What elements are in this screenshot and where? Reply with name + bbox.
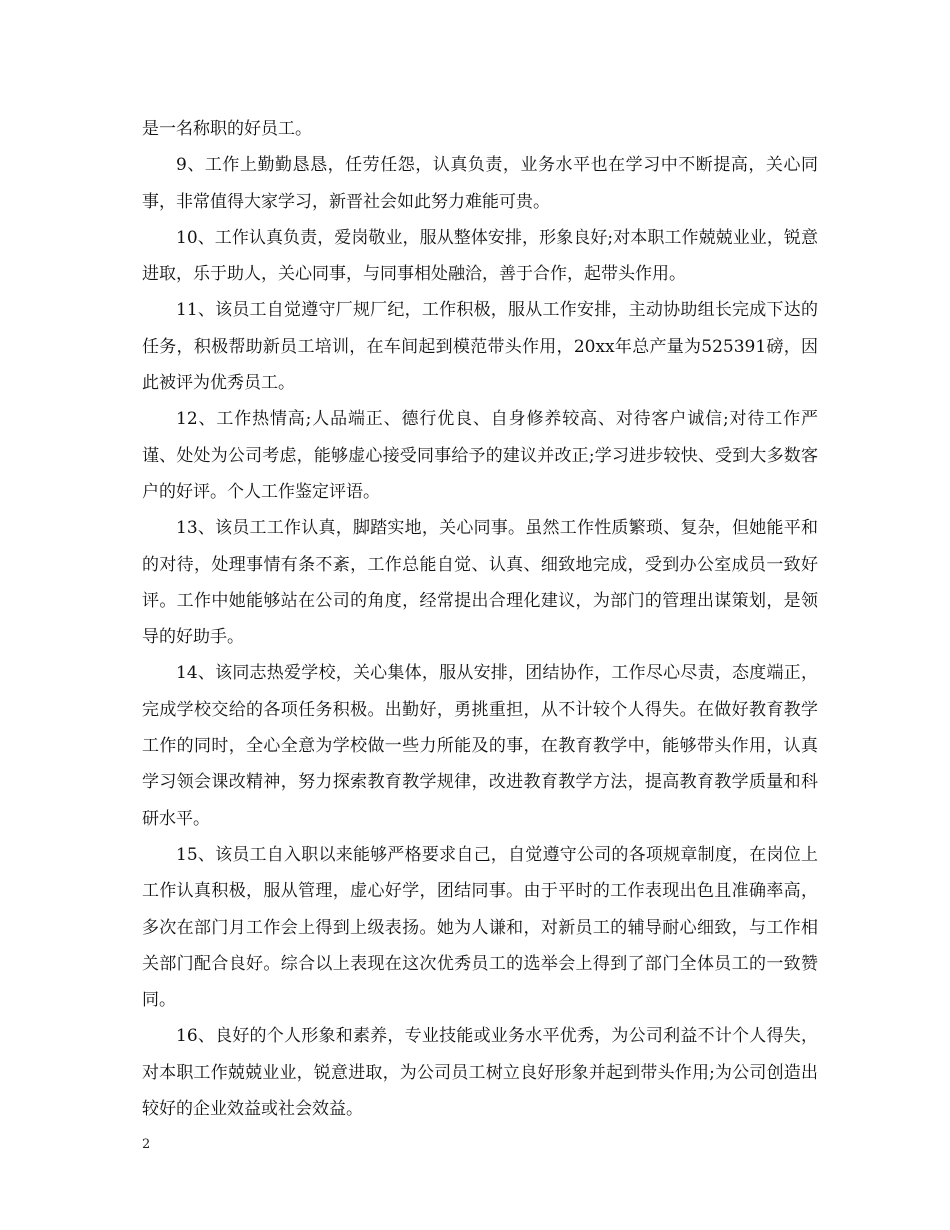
paragraph-item-14: 14、该同志热爱学校，关心集体，服从安排，团结协作，工作尽心尽责，态度端正，完成学校交给的各项任务积极。出勤好，勇挑重担，从不计较个人得失。在做好教育教学工作的同时，全心全意为学校做一些力所能及的事，在教育教学中，能够带头作用，认真学习领会课改精神，努力探索教育教学规律，改进教育教学方法，提高教育教学质量和科研水平。 [142,663,818,829]
paragraph-item-11: 11、该员工自觉遵守厂规厂纪，工作积极，服从工作安排，主动协助组长完成下达的任务，积极帮助新员工培训，在车间起到模范带头作用，20xx年总产量为525391磅，因此被评为优秀员工。 [142,300,818,394]
page-number: 2 [142,1137,151,1152]
paragraph-item-10: 10、工作认真负责，爱岗敬业，服从整体安排，形象良好;对本职工作兢兢业业，锐意进取，乐于助人，关心同事，与同事相处融洽，善于合作，起带头作用。 [142,227,818,285]
paragraph-item-13: 13、该员工工作认真，脚踏实地，关心同事。虽然工作性质繁琐、复杂，但她能平和的对待，处理事情有条不紊，工作总能自觉、认真、细致地完成，受到办公室成员一致好评。工作中她能够站在公司的角度，经常提出合理化建议，为部门的管理出谋策划，是领导的好助手。 [142,518,818,648]
paragraph-item-12: 12、工作热情高;人品端正、德行优良、自身修养较高、对待客户诚信;对待工作严谨、处处为公司考虑，能够虚心接受同事给予的建议并改正;学习进步较快、受到大多数客户的好评。个人工作鉴定评语。 [142,409,818,502]
paragraph-item-15: 15、该员工自入职以来能够严格要求自己，自觉遵守公司的各项规章制度，在岗位上工作认真积极，服从管理，虚心好学，团结同事。由于平时的工作表现出色且准确率高，多次在部门月工作会上得到上级表扬。她为人谦和，对新员工的辅导耐心细致，与工作相关部门配合良好。综合以上表现在这次优秀员工的选举会上得到了部门全体员工的一致赞同。 [142,844,818,1011]
paragraph-continuation: 是一名称职的好员工。 [142,119,312,139]
paragraph-item-16: 16、良好的个人形象和素养，专业技能或业务水平优秀，为公司利益不计个人得失，对本职工作兢兢业业，锐意进取，为公司员工树立良好形象并起到带头作用;为公司创造出较好的企业效益或社会效益。 [142,1026,818,1120]
paragraph-item-9: 9、工作上勤勤恳恳，任劳任怨，认真负责，业务水平也在学习中不断提高，关心同事，非常值得大家学习，新晋社会如此努力难能可贵。 [142,155,818,212]
document-body [142,111,818,1127]
